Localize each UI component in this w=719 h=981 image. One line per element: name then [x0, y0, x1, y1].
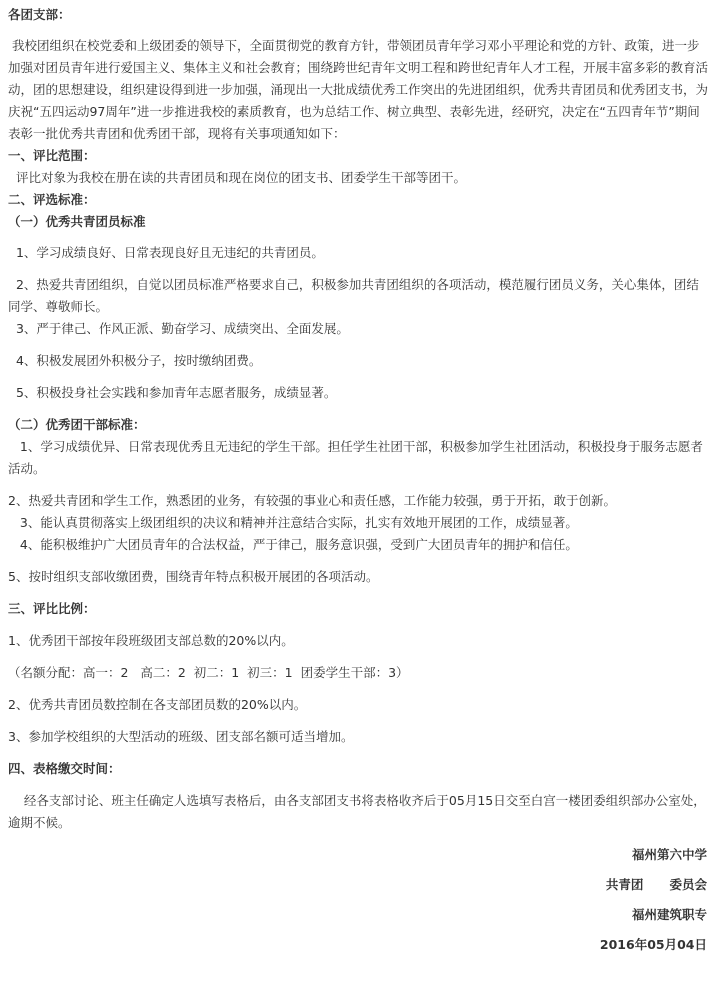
section-2-sub1-title: （一）优秀共青团员标准 — [8, 214, 146, 229]
signature-date: 2016年05月04日 — [599, 937, 707, 952]
intro-paragraph: 我校团组织在校党委和上级团委的领导下，全面贯彻党的教育方针，带领团员青年学习邓小平理论和党的方针、政策，进一步加强对团员青年进行爱国主义、集体主义和社会教育；围绕跨世纪青年文明工程和跨世纪青年人才工程，开展丰富多彩的教育活动，团的思想建设，组织建设得到进一步加强，涌现出一大批成绩优秀工作突出的先进团组织，优秀共青团员和优秀团支书，为庆祝“五四运动97周年”进一步推进我校的素质教育，也为总结工作、树立典型、表彰先进，经研究，决定在“五四青年节”期间表彰一批优秀共青团和优秀团干部，现将有关事项通知如下： — [8, 38, 709, 141]
sub2-item-4: 4、能积极维护广大团员青年的合法权益，严于律己，服务意识强，受到广大团员青年的拥护和信任。 — [8, 537, 578, 552]
signature-org-1: 福州第六中学 — [631, 847, 707, 862]
sub1-item-3: 3、严于律己、作风正派、勤奋学习、成绩突出、全面发展。 — [8, 321, 349, 336]
ratio-allocation: （名额分配：高一：2 高二：2 初二：1 初三：1 团委学生干部：3） — [8, 665, 409, 680]
ratio-item-2: 2、优秀共青团员数控制在各支部团员数的20%以内。 — [8, 697, 307, 712]
section-3-title: 三、评比比例： — [8, 601, 96, 616]
sub1-item-4: 4、积极发展团外积极分子，按时缴纳团费。 — [8, 353, 262, 368]
sub2-item-1: 1、学习成绩优异、日常表现优秀且无违纪的学生干部。担任学生社团干部，积极参加学生社团活动，积极投身于服务志愿者活动。 — [8, 439, 703, 476]
signature-org-3: 福州建筑职专 — [631, 907, 707, 922]
section-4-title: 四、表格缴交时间： — [8, 761, 121, 776]
section-4-text: 经各支部讨论、班主任确定人选填写表格后，由各支部团支书将表格收齐后于05月15日交至白宫一楼团委组织部办公室处，逾期不候。 — [8, 793, 706, 830]
section-1-title: 一、评比范围： — [8, 148, 96, 163]
sub1-item-1: 1、学习成绩良好、日常表现良好且无违纪的共青团员。 — [8, 245, 324, 260]
ratio-item-1: 1、优秀团干部按年段班级团支部总数的20%以内。 — [8, 633, 294, 648]
sub1-item-5: 5、积极投身社会实践和参加青年志愿者服务，成绩显著。 — [8, 385, 337, 400]
ratio-item-3: 3、参加学校组织的大型活动的班级、团支部名额可适当增加。 — [8, 729, 354, 744]
signature-org-2: 共青团 委员会 — [605, 877, 707, 892]
salutation: 各团支部： — [8, 7, 71, 22]
section-2-title: 二、评选标准： — [8, 192, 96, 207]
sub2-item-5: 5、按时组织支部收缴团费，围绕青年特点积极开展团的各项活动。 — [8, 569, 379, 584]
sub2-item-2: 2、热爱共青团和学生工作，熟悉团的业务，有较强的事业心和责任感，工作能力较强，勇于开拓，敢于创新。 — [8, 493, 616, 508]
sub2-item-3: 3、能认真贯彻落实上级团组织的决议和精神并注意结合实际，扎实有效地开展团的工作，成绩显著。 — [8, 515, 578, 530]
section-1-text: 评比对象为我校在册在读的共青团员和现在岗位的团支书、团委学生干部等团干。 — [8, 170, 466, 185]
section-2-sub2-title: （二）优秀团干部标准： — [8, 417, 146, 432]
sub1-item-2: 2、热爱共青团组织，自觉以团员标准严格要求自己，积极参加共青团组织的各项活动，模范履行团员义务，关心集体，团结同学、尊敬师长。 — [8, 277, 699, 314]
